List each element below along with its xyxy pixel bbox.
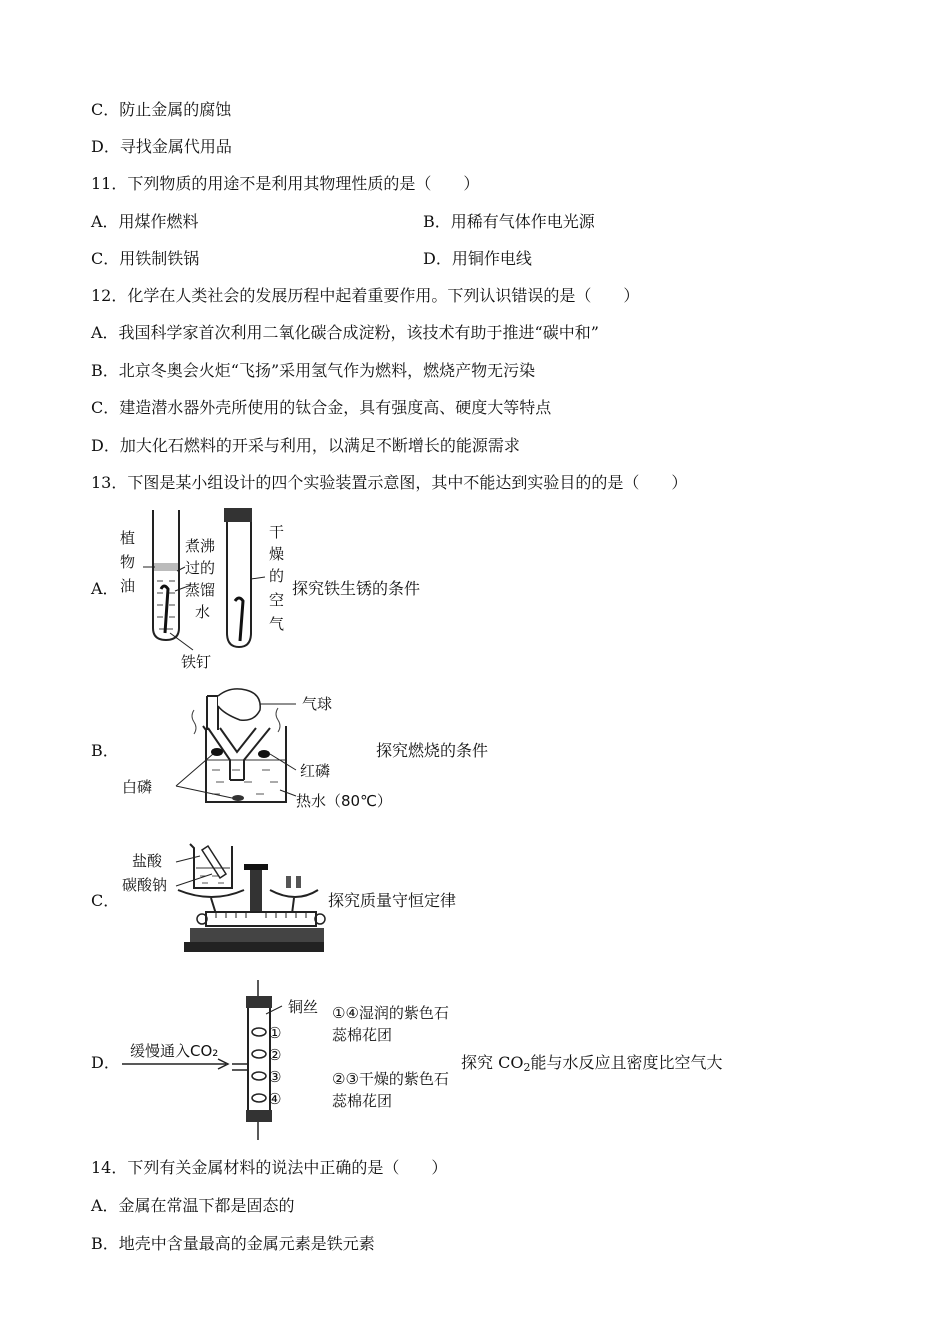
q11-option-d: D．用铜作电线	[423, 249, 532, 268]
q13-a-air-2: 燥	[269, 545, 285, 563]
q13-a-water-3: 蒸馏	[185, 581, 216, 599]
q14-option-a: A．金属在常温下都是固态的	[91, 1196, 295, 1215]
q13-d-caption-pre: 探究 CO	[461, 1053, 524, 1072]
q13-d-caption-post: 能与水反应且密度比空气大	[530, 1053, 723, 1072]
q13-b-red-phosphorus: 红磷	[300, 762, 331, 780]
q13-b-hot-water: 热水（80℃）	[296, 792, 392, 810]
q13-a-air-3: 的	[269, 567, 285, 585]
q11-option-b: B．用稀有气体作电光源	[423, 212, 595, 231]
q13-d-ball-4: ④	[268, 1090, 282, 1108]
q10-option-d: D．寻找金属代用品	[91, 137, 232, 156]
q14-option-b: B．地壳中含量最高的金属元素是铁元素	[91, 1234, 375, 1253]
q13-a-water-1: 煮沸	[185, 537, 216, 555]
q13-d-copper-wire: 铜丝	[288, 998, 319, 1016]
q13-c-caption: 探究质量守恒定律	[328, 891, 457, 910]
q13-b-caption: 探究燃烧的条件	[376, 741, 489, 760]
q13-a-oil-2: 物	[120, 553, 136, 571]
q12-option-b: B．北京冬奥会火炬“飞扬”采用氢气作为燃料，燃烧产物无污染	[91, 361, 536, 380]
q11-option-c: C．用铁制铁锅	[91, 249, 200, 268]
q13-a-air-5: 气	[269, 615, 285, 633]
q13-c-figure	[120, 838, 325, 958]
q13-d-ball-2: ②	[268, 1046, 282, 1064]
q13-d-dry-label-2: 蕊棉花团	[332, 1092, 393, 1110]
q10-option-c: C．防止金属的腐蚀	[91, 100, 232, 119]
q11-stem: 11．下列物质的用途不是利用其物理性质的是（ ）	[91, 174, 480, 193]
q13-a-caption: 探究铁生锈的条件	[292, 579, 421, 598]
q13-c-letter: C．	[91, 891, 120, 910]
q13-b-figure	[120, 684, 392, 814]
q13-d-inflow: 缓慢通入CO₂	[130, 1042, 219, 1060]
q13-a-air-4: 空	[269, 591, 285, 609]
q12-option-a: A．我国科学家首次利用二氧化碳合成淀粉，该技术有助于推进“碳中和”	[91, 323, 599, 342]
q13-a-nail: 铁钉	[181, 653, 212, 671]
q11-option-a: A．用煤作燃料	[91, 212, 199, 231]
q13-a-air-1: 干	[269, 523, 285, 541]
q13-a-figure	[115, 505, 293, 673]
q13-a-water-2: 过的	[185, 559, 216, 577]
q13-d-caption	[461, 1053, 722, 1078]
q13-b-letter: B．	[91, 741, 119, 760]
q13-d-wet-label-1: ①④湿润的紫色石	[332, 1004, 449, 1022]
q13-d-caption-sub: 2	[523, 1061, 531, 1074]
q13-c-hydrochloric-acid: 盐酸	[132, 852, 163, 870]
q12-stem: 12．化学在人类社会的发展历程中起着重要作用。下列认识错误的是（ ）	[91, 286, 640, 305]
q13-a-oil-1: 植	[120, 529, 136, 547]
q13-b-balloon: 气球	[302, 695, 333, 713]
q13-c-sodium-carbonate: 碳酸钠	[122, 876, 168, 894]
q13-d-figure	[118, 976, 463, 1144]
q13-d-ball-1: ①	[268, 1024, 282, 1042]
q14-stem: 14．下列有关金属材料的说法中正确的是（ ）	[91, 1158, 448, 1177]
q12-option-d: D．加大化石燃料的开采与利用，以满足不断增长的能源需求	[91, 436, 520, 455]
q12-option-c: C．建造潜水器外壳所使用的钛合金，具有强度高、硬度大等特点	[91, 398, 552, 417]
q13-a-letter: A．	[91, 579, 119, 598]
q13-a-oil-3: 油	[120, 577, 136, 595]
q13-d-letter: D．	[91, 1053, 120, 1072]
q13-d-dry-label-1: ②③干燥的紫色石	[332, 1070, 449, 1088]
q13-d-wet-label-2: 蕊棉花团	[332, 1026, 393, 1044]
q13-a-water-4: 水	[195, 603, 211, 621]
q13-stem: 13．下图是某小组设计的四个实验装置示意图，其中不能达到实验目的的是（ ）	[91, 473, 688, 492]
q13-b-white-phosphorus: 白磷	[122, 778, 153, 796]
q13-d-ball-3: ③	[268, 1068, 282, 1086]
